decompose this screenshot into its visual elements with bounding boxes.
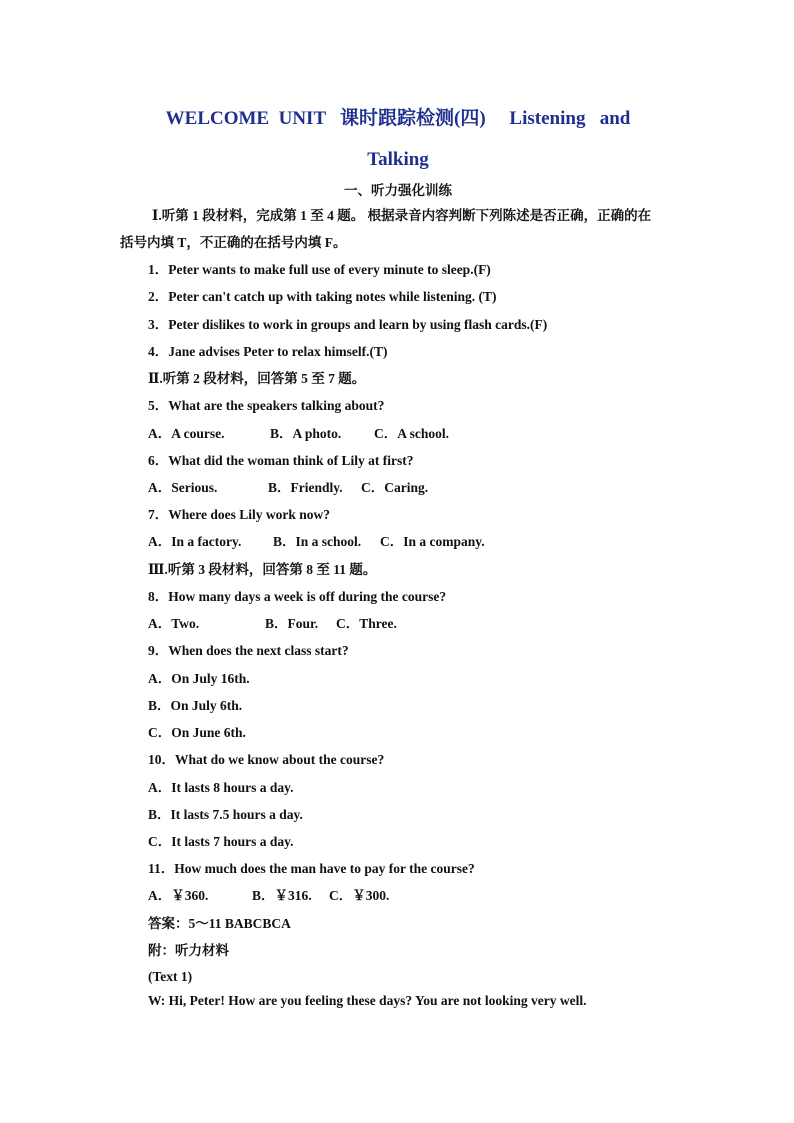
option-a: A．In a factory. xyxy=(148,534,242,549)
question-10-option-a: A．It lasts 8 hours a day. xyxy=(148,780,294,795)
option-c: C．In a company. xyxy=(380,534,485,549)
option-c: C．Three. xyxy=(336,616,397,631)
part3-intro: Ⅲ.听第 3 段材料，回答第 8 至 11 题。 xyxy=(148,562,377,577)
question-2: 2．Peter can't catch up with taking notes while listening. (T) xyxy=(148,289,497,304)
document-title-line1: WELCOME UNIT 课时跟踪检测(四) Listening and xyxy=(165,108,631,129)
question-11-options xyxy=(148,889,389,903)
option-a: A．Serious. xyxy=(148,480,218,495)
option-b: B．In a school. xyxy=(273,534,362,549)
question-3: 3．Peter dislikes to work in groups and learn by using flash cards.(F) xyxy=(148,317,548,332)
question-7: 7．Where does Lily work now? xyxy=(148,507,331,522)
question-11: 11．How much does the man have to pay for the course? xyxy=(148,861,475,876)
option-c: C．Caring. xyxy=(361,480,429,495)
document-title-line2: Talking xyxy=(367,149,429,170)
question-9-option-b: B．On July 6th. xyxy=(148,698,243,713)
part2-intro: Ⅱ.听第 2 段材料，回答第 5 至 7 题。 xyxy=(148,371,366,386)
question-1: 1．Peter wants to make full use of every minute to sleep.(F) xyxy=(148,262,491,277)
question-9: 9．When does the next class start? xyxy=(148,643,349,658)
option-a: A．Two. xyxy=(148,616,200,631)
question-10: 10．What do we know about the course? xyxy=(148,752,385,767)
option-b: B．￥316. xyxy=(252,888,312,903)
question-4: 4．Jane advises Peter to relax himself.(T) xyxy=(148,344,388,359)
question-10-option-b: B．It lasts 7.5 hours a day. xyxy=(148,807,303,822)
question-6-options xyxy=(148,481,428,495)
option-b: B．Four. xyxy=(265,616,319,631)
question-8-options xyxy=(148,617,397,631)
option-c: C．A school. xyxy=(374,426,450,441)
option-b: B．A photo. xyxy=(270,426,342,441)
part1-intro-line2: 括号内填 T，不正确的在括号内填 F。 xyxy=(120,235,347,250)
question-6: 6．What did the woman think of Lily at first? xyxy=(148,453,414,468)
answer-key: 答案：5～11 BABCBCA xyxy=(148,916,291,931)
option-a: A．A course. xyxy=(148,426,225,441)
question-10-option-c: C．It lasts 7 hours a day. xyxy=(148,834,294,849)
question-7-options xyxy=(148,535,485,549)
option-a: A．￥360. xyxy=(148,888,209,903)
question-9-option-c: C．On June 6th. xyxy=(148,725,246,740)
text1-label: (Text 1) xyxy=(148,969,193,984)
option-b: B．Friendly. xyxy=(268,480,343,495)
appendix-heading: 附：听力材料 xyxy=(148,943,229,958)
option-c: C．￥300. xyxy=(329,888,390,903)
question-5-options xyxy=(148,427,449,441)
part1-intro-line1: Ⅰ.听第 1 段材料，完成第 1 至 4 题。 根据录音内容判断下列陈述是否正确，正确的在 xyxy=(152,208,652,223)
text1-dialogue-line: W: Hi, Peter! How are you feeling these days? You are not looking very well. xyxy=(148,993,587,1008)
section-title: 一、听力强化训练 xyxy=(344,183,452,198)
question-9-option-a: A．On July 16th. xyxy=(148,671,250,686)
question-8: 8．How many days a week is off during the course? xyxy=(148,589,447,604)
question-5: 5．What are the speakers talking about? xyxy=(148,398,385,413)
